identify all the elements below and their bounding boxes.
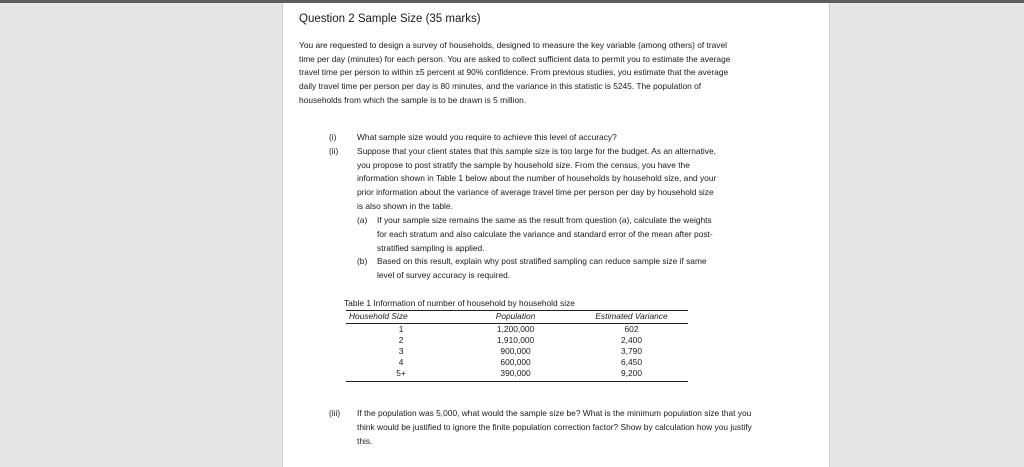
part-text: If the population was 5,000, what would the sample size be? What is the minimum population size that you think would be justified to ignore the finite population correction factor? Show by calculation how you justify this. [357,408,752,446]
cell-household-size: 4 [398,357,404,368]
cell-variance: 602 [624,323,639,334]
part-text: Suppose that your client states that this sample size is too large for the budget. As an alternative, you propose to post stratify the sample by household size. From the census, you have the information shown in Table 1 below about the number of households by household size, and your prior information about the variance of average travel time per person per day by household size is also shown in the table. [357,145,717,211]
table-row [346,357,688,368]
subpart-number: (a) [357,215,368,225]
cell-population: 600,000 [500,357,531,368]
subpart-a [357,214,721,255]
part-number: (iii) [329,408,341,418]
table-header-row [346,311,688,324]
part-ii [329,145,721,214]
table-row [346,368,688,381]
subpart-number: (b) [357,256,368,267]
part-iii [329,406,757,448]
cell-variance: 9,200 [575,368,688,381]
table-row [346,335,688,346]
cell-population: 1,200,000 [496,323,535,334]
part-text: What sample size would you require to achieve this level of accuracy? [357,132,617,142]
cell-variance: 2,400 [621,334,642,345]
household-table [346,310,688,382]
table-row [346,323,688,335]
cell-household-size: 3 [398,345,404,356]
subparts [357,214,721,283]
subpart-text: If your sample size remains the same as the result from question (a), calculate the weights for each stratum and also calculate the variance and standard error of the mean after post-stratified sampling is applied. [377,215,713,253]
cell-population: 390,000 [456,368,575,381]
table-caption: Table 1 Information of number of household by household size [344,298,575,308]
subpart-b [357,255,721,283]
header-household-size: Household Size [346,311,456,324]
part-number: (i) [329,132,337,142]
question-title: Question 2 Sample Size (35 marks) [299,13,481,25]
cell-population: 1,910,000 [496,334,535,345]
cell-household-size: 5+ [346,368,456,381]
question-parts [329,131,721,214]
cell-variance: 6,450 [621,357,642,368]
cell-household-size: 1 [398,323,404,334]
question-intro: You are requested to design a survey of households, designed to measure the key variable (among others) of travel time per day (minutes) for each person. You are asked to collect sufficient data to permit you to estimate the average travel time per person to within ±5 percent at 90% confidence. From previous studies, you estimate that the average daily travel time per person per day is 80 minutes, and the variance in this statistic is 5245. The population of households from which the sample is to be drawn is 5 million. [299,40,731,105]
part-number: (ii) [329,145,339,156]
part-i [329,131,721,145]
header-estimated-variance: Estimated Variance [575,311,688,324]
cell-household-size: 2 [398,334,404,345]
header-population: Population [456,311,575,324]
table-row [346,346,688,357]
cell-variance: 3,790 [621,345,642,356]
subpart-text: Based on this result, explain why post stratified sampling can reduce sample size if same level of survey accuracy is required. [377,256,707,281]
cell-population: 900,000 [500,345,531,356]
document-page [282,3,830,467]
